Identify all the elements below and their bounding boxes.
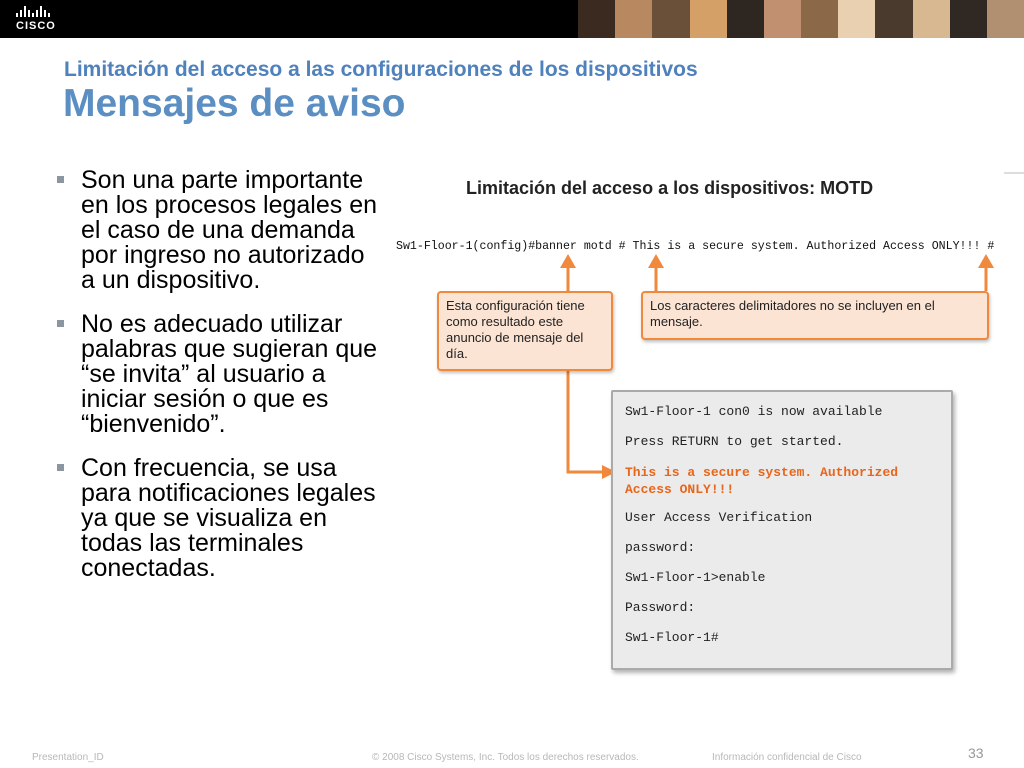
terminal-line: User Access Verification — [625, 510, 813, 525]
header-photo — [578, 0, 615, 38]
bullet-text: No es adecuado utilizar palabras que sugieran que “se invita” al usuario a iniciar sesión o que es “bienvenido”. — [81, 310, 378, 438]
terminal-banner-line: This is a secure system. Authorized Access ONLY!!! — [625, 465, 899, 497]
cisco-logo — [16, 6, 64, 34]
header-photo — [764, 0, 801, 38]
bullet-text: Con frecuencia, se usa para notificaciones legales ya que se visualiza en todas las terminales conectadas. — [81, 454, 376, 582]
banner-command: Sw1-Floor-1(config)#banner motd # This is a secure system. Authorized Access ONLY!!! # — [396, 240, 995, 253]
header-photo — [913, 0, 950, 38]
header-photo — [987, 0, 1024, 38]
terminal-output — [611, 390, 953, 670]
terminal-line: Sw1-Floor-1>enable — [625, 570, 766, 585]
callout-motd-result: Esta configuración tiene como resultado este anuncio de mensaje del día. — [437, 291, 613, 371]
footer-presentation-id: Presentation_ID — [32, 752, 104, 763]
bullet-item — [54, 168, 384, 293]
page-number: 33 — [968, 745, 984, 761]
terminal-line: Press RETURN to get started. — [625, 434, 844, 449]
arrowhead-icon — [978, 254, 994, 268]
header-photo-strip — [578, 0, 1024, 38]
cisco-bars-icon — [16, 6, 64, 17]
header-photo — [950, 0, 987, 38]
header-banner — [0, 0, 1024, 38]
footer-confidential: Información confidencial de Cisco — [712, 752, 862, 763]
cisco-logo-text: CISCO — [16, 20, 56, 32]
bullet-item — [54, 312, 384, 437]
bullet-square-icon — [57, 320, 64, 327]
footer-copyright: © 2008 Cisco Systems, Inc. Todos los derechos reservados. — [372, 752, 639, 763]
diagram-title: Limitación del acceso a los dispositivos: MOTD — [466, 178, 874, 198]
header-photo — [690, 0, 727, 38]
bullet-text: Son una parte importante en los procesos legales en el caso de una demanda por ingreso no autorizado a un dispositivo. — [81, 166, 378, 294]
callout-delimiters: Los caracteres delimitadores no se incluyen en el mensaje. — [641, 291, 989, 340]
bullet-item — [54, 456, 384, 581]
slide-subtitle: Limitación del acceso a las configuraciones de los dispositivos — [64, 58, 698, 81]
terminal-line: Sw1-Floor-1 con0 is now available — [625, 404, 883, 419]
header-photo — [838, 0, 875, 38]
header-photo — [875, 0, 912, 38]
terminal-line: password: — [625, 540, 696, 555]
header-photo — [801, 0, 838, 38]
bullet-square-icon — [57, 176, 64, 183]
arrow-to-terminal — [568, 371, 604, 472]
slide-title: Mensajes de aviso — [63, 82, 406, 125]
header-photo — [652, 0, 689, 38]
bullet-list — [54, 168, 384, 600]
motd-diagram — [390, 168, 1010, 688]
arrowhead-icon — [648, 254, 664, 268]
terminal-line: Password: — [625, 600, 696, 615]
bullet-square-icon — [57, 464, 64, 471]
terminal-line: Sw1-Floor-1# — [625, 630, 719, 645]
header-photo — [615, 0, 652, 38]
arrowhead-icon — [560, 254, 576, 268]
header-photo — [727, 0, 764, 38]
